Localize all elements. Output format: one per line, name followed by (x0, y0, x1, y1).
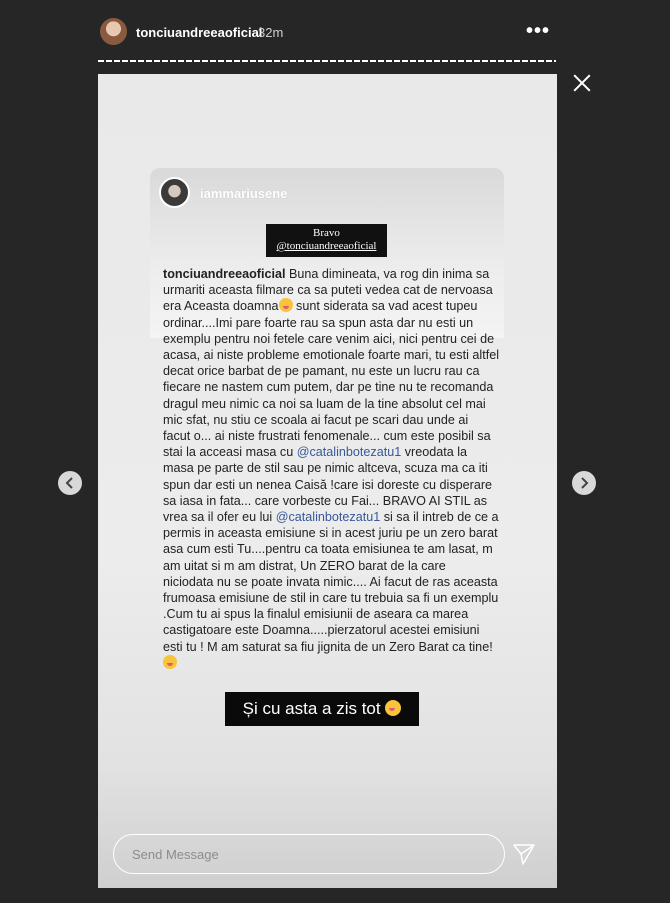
story-progress-bar (98, 60, 556, 62)
mention-link: @catalinbotezatu1 (275, 510, 381, 525)
next-story-button[interactable] (572, 471, 596, 495)
bravo-sticker (266, 224, 387, 257)
story-header (98, 14, 558, 54)
comment-username: tonciuandreeaoficial (163, 267, 286, 281)
profile-avatar[interactable] (100, 18, 127, 45)
shared-post-avatar (159, 177, 190, 208)
comment-segment: vreodata la masa pe parte de stil sau pe nimic altceva, scuza ma ca iti spun dar esti un nenea Caisă !care isi doreste cu disperare sa iasa in fata... care vorbeste cu Fai... BRAVO AI STIL as vrea sa il ofer eu lui (163, 445, 493, 525)
comment-text (163, 266, 499, 671)
story-timestamp: 32m (258, 25, 284, 40)
tongue-emoji-icon (163, 655, 177, 669)
sticker-mention: @tonciuandreeaoficial (276, 240, 377, 252)
close-icon[interactable] (571, 72, 593, 94)
shared-post-card (150, 168, 504, 768)
chevron-right-icon (578, 477, 590, 489)
comment-segment: si sa il intreb de ce a permis in aceasta emisiune si in acest juriu pe un zero barat asa cum esti Tu....pentru ca toata emisiunea te am lasat, m am uitat si m am distrat, Un ZERO barat de la care niciodata nu se poate invata nimic.... Ai facut de ras aceasta frumoasa emisiune de stil in care tu trebuia sa fi un exemplu .Cum tu ai spus la finalul emisiunii de aseara ca marea castigatoare este Doamna.....pierzatorul acestei emisiuni esti tu ! M am saturat sa fiu jignita de un Zero Barat ca tine! (163, 510, 499, 654)
sticker-text: Bravo (313, 227, 340, 239)
message-input[interactable] (114, 835, 504, 873)
comment-segment: Buna dimineata, va rog din inima sa urmariti aceasta filmare ca sa puteti vedea cat de nervoasa era Aceasta doamna (163, 267, 493, 314)
chevron-left-icon (64, 477, 76, 489)
send-message-field[interactable] (113, 834, 505, 874)
tears-of-joy-emoji-icon (385, 700, 401, 716)
caption-text: Și cu asta a zis tot (242, 699, 381, 718)
story-username[interactable]: tonciuandreeaoficial (136, 25, 263, 40)
story-caption (225, 692, 419, 726)
mention-link: @catalinbotezatu1 (296, 445, 402, 460)
shared-post-username: iammariusene (200, 186, 288, 201)
send-icon[interactable] (512, 842, 536, 866)
comment-segment: sunt siderata sa vad acest tupeu ordinar....Imi pare foarte rau sa spun asta dar nu esti un exemplu pentru noi fetele care venim aici, nici pentru cei de acasa, ai niste probleme emotionale foarte mari, tu esti altfel decat orice barbat de pe pamant, nu este un lucru rau ca fiecare ne nastem cum putem, dar pe tine nu te recomanda dragul meu nimic ca noi sa luam de la tine absolut cel mai mic sfat, nu stiu ce scoala ai facut pe scari dau unde ai facut o... ai niste frustrati fenomenale... cum este posibil sa stai la acceasi masa cu (163, 299, 500, 460)
story-content[interactable] (98, 74, 557, 888)
laughing-emoji-icon (279, 298, 293, 312)
more-horizontal-icon[interactable]: ••• (525, 20, 550, 42)
previous-story-button[interactable] (58, 471, 82, 495)
